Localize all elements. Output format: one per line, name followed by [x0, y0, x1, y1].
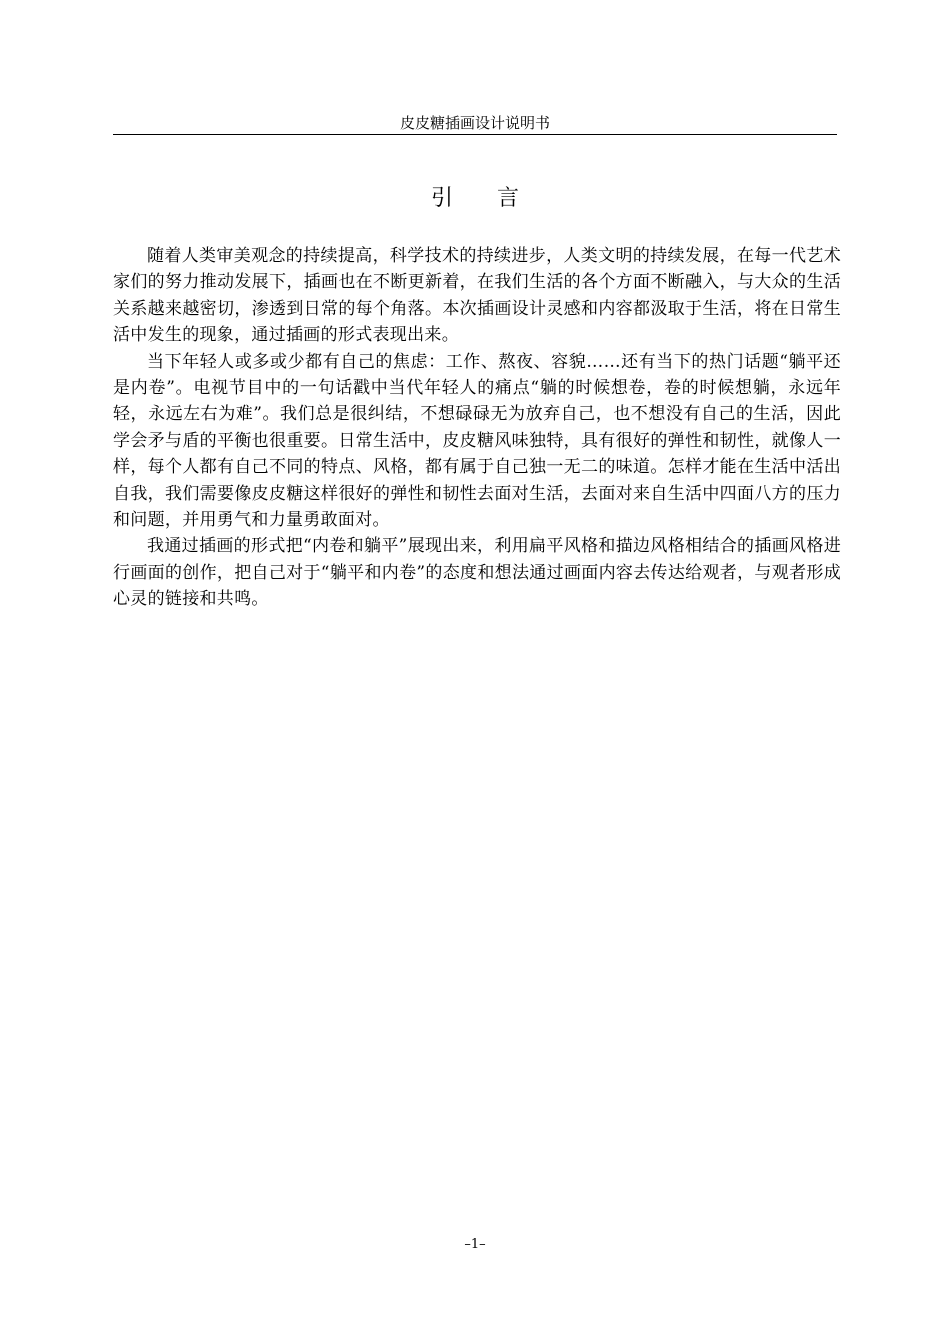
- body-content: [113, 243, 841, 613]
- page-header: 皮皮糖插画设计说明书: [113, 112, 837, 135]
- paragraph: 随着人类审美观念的持续提高，科学技术的持续进步，人类文明的持续发展，在每一代艺术家们的努力推动发展下，插画也在不断更新着，在我们生活的各个方面不断融入，与大众的生活关系越来越密切，渗透到日常的每个角落。本次插画设计灵感和内容都汲取于生活，将在日常生活中发生的现象，通过插画的形式表现出来。: [113, 246, 841, 346]
- page-number: –1–: [464, 1237, 486, 1252]
- page-title: 引言: [430, 186, 563, 211]
- paragraph: 我通过插画的形式把“内卷和躺平”展现出来，利用扁平风格和描边风格相结合的插画风格进行画面的创作，把自己对于“躺平和内卷”的态度和想法通过画面内容去传达给观者，与观者形成心灵的链接和共鸣。: [113, 536, 841, 610]
- paragraph: 当下年轻人或多或少都有自己的焦虑：工作、熬夜、容貌……还有当下的热门话题“躺平还是内卷”。电视节目中的一句话戳中当代年轻人的痛点“躺的时候想卷，卷的时候想躺，永远年轻，永远左右为难”。我们总是很纠结，不想碌碌无为放弃自己，也不想没有自己的生活，因此学会矛与盾的平衡也很重要。日常生活中，皮皮糖风味独特，具有很好的弹性和韧性，就像人一样，每个人都有自己不同的特点、风格，都有属于自己独一无二的味道。怎样才能在生活中活出自我，我们需要像皮皮糖这样很好的弹性和韧性去面对生活，去面对来自生活中四面八方的压力和问题，并用勇气和力量勇敢面对。: [113, 351, 841, 531]
